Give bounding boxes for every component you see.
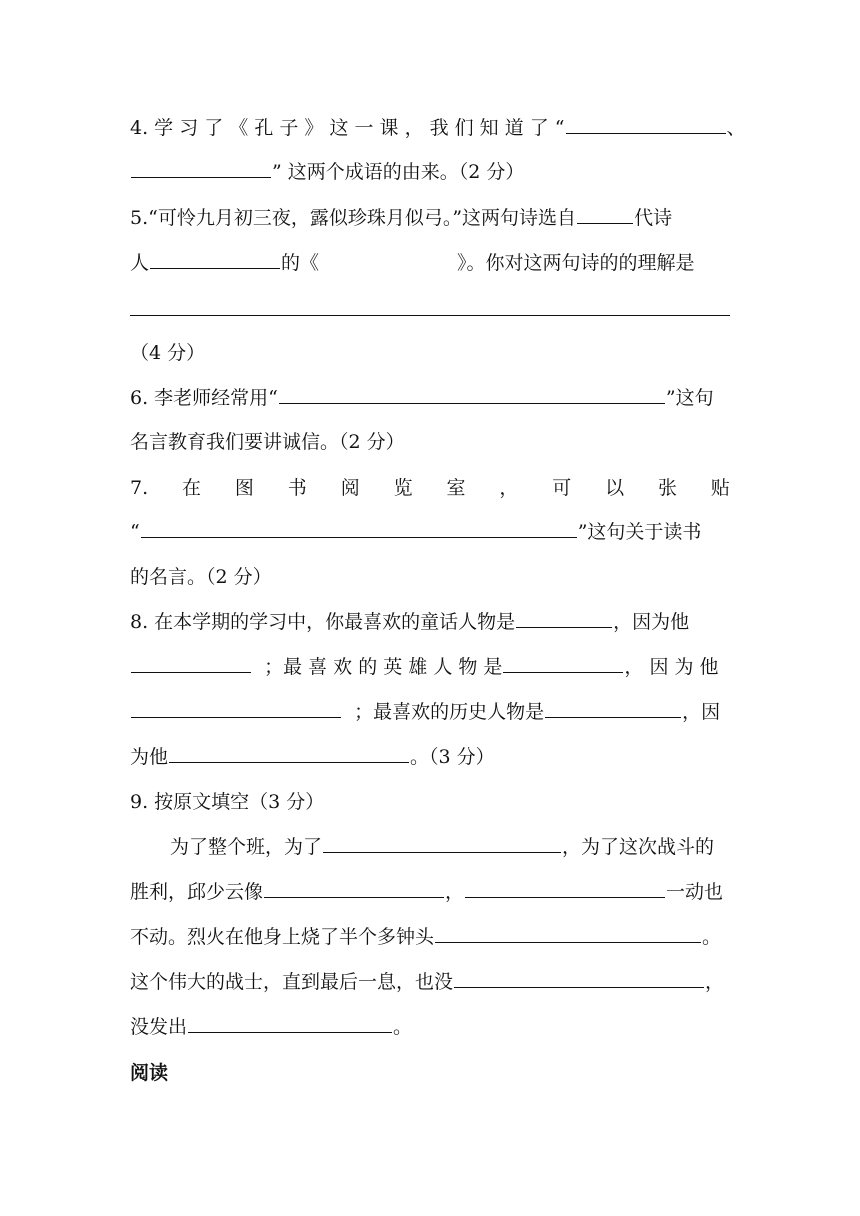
- q9-l2-end: 一动也: [666, 881, 724, 903]
- q5-l2-end: 》。你对这两句诗的的理解是: [457, 252, 695, 274]
- q4-blank-1[interactable]: [566, 115, 726, 134]
- q4-line-1: [130, 113, 746, 143]
- q5-text-end: 代诗: [634, 207, 673, 229]
- q8-l2-end: ， 因 为 他: [624, 656, 719, 678]
- q9-line-1: [170, 832, 730, 862]
- q8-blank-reason-3[interactable]: [169, 744, 409, 763]
- q9-blank-2[interactable]: [264, 879, 444, 898]
- q8-line-3: [130, 697, 730, 727]
- q7-word: 贴: [710, 477, 730, 499]
- q9-l2-mid: ，: [445, 881, 465, 903]
- q8-blank-fairy[interactable]: [516, 609, 612, 628]
- q7-word: 张: [658, 477, 678, 499]
- q5-l2-mid: 的《: [281, 252, 320, 274]
- q6-text: 名言教育我们要讲诚信。（2 分）: [130, 431, 405, 453]
- q7-line-1: [130, 473, 730, 503]
- q9-line-4: [130, 967, 730, 997]
- q9-blank-4[interactable]: [435, 924, 701, 943]
- q9-blank-5[interactable]: [454, 969, 704, 988]
- q4-blank-2[interactable]: [131, 159, 271, 178]
- q7-word: 可: [552, 477, 572, 499]
- q5-blank-dynasty[interactable]: [577, 205, 633, 224]
- q4-punct: 、: [726, 117, 746, 139]
- q6-line-2: [130, 427, 730, 457]
- q7-word: 阅: [340, 477, 360, 499]
- q7-word: 图: [234, 477, 254, 499]
- q6-line-1: [130, 383, 730, 413]
- section-heading: [130, 1058, 730, 1088]
- q8-l1-end: ，因为他: [613, 611, 690, 633]
- q9-l3-end: 。: [702, 926, 722, 948]
- q4-line-2: [130, 157, 730, 187]
- q9-l2-start: 胜利，邱少云像: [130, 881, 264, 903]
- q5-line-1: [130, 203, 730, 233]
- q9-blank-1[interactable]: [323, 834, 561, 853]
- q9-l4-end: ，: [705, 971, 725, 993]
- q5-blank-poet[interactable]: [150, 250, 280, 269]
- q9-line-3: [130, 922, 730, 952]
- q5-score: （4 分）: [130, 342, 206, 364]
- q8-start: 8. 在本学期的学习中，你最喜欢的童话人物是: [130, 611, 516, 633]
- q9-l5-end: 。: [393, 1016, 413, 1038]
- q8-line-1: [130, 607, 730, 637]
- q8-blank-history[interactable]: [545, 699, 681, 718]
- q9-line-2: [130, 877, 730, 907]
- q5-line-4: [130, 338, 730, 368]
- q7-word: 以: [605, 477, 625, 499]
- q9-title-text: 9. 按原文填空（3 分）: [130, 791, 325, 813]
- q7-word: ，: [499, 477, 519, 499]
- q7-score-text: 的名言。（2 分）: [130, 566, 272, 588]
- q9-line-5: [130, 1012, 730, 1042]
- q5-l2-start: 人: [130, 252, 150, 274]
- q7-line-2: [130, 517, 730, 547]
- q9-l5-start: 没发出: [130, 1016, 188, 1038]
- q8-l2-mid: ；最 喜 欢 的 英 雄 人 物 是: [264, 656, 503, 678]
- q7-line-3: [130, 562, 730, 592]
- q7-word: 书: [287, 477, 307, 499]
- q7-word: 7.: [130, 477, 149, 499]
- q7-end: ”这句关于读书: [577, 521, 702, 543]
- q7-blank[interactable]: [141, 519, 577, 538]
- q6-start: 6. 李老师经常用“: [130, 387, 278, 409]
- q8-line-4: [130, 742, 730, 772]
- q5-text: 5.“可怜九月初三夜，露似珍珠月似弓。”这两句诗选自: [130, 207, 577, 229]
- q8-blank-reason-1[interactable]: [131, 654, 251, 673]
- q7-open-quote: “: [130, 521, 140, 543]
- q9-l1-end: ，为了这次战斗的: [562, 836, 715, 858]
- q6-end: ”这句: [665, 387, 714, 409]
- q9-blank-6[interactable]: [188, 1014, 392, 1033]
- q8-l3-end: ，因: [682, 701, 721, 723]
- q4-score-text: ” 这两个成语的由来。（2 分）: [272, 161, 525, 183]
- q8-line-2: [130, 652, 730, 682]
- q7-word: 览: [393, 477, 413, 499]
- q8-score: 。（3 分）: [410, 746, 495, 768]
- q8-l3-mid: ；最喜欢的历史人物是: [354, 701, 545, 723]
- q9-l4-start: 这个伟大的战士，直到最后一息，也没: [130, 971, 454, 993]
- q8-blank-reason-2[interactable]: [131, 699, 341, 718]
- q7-word: 在: [182, 477, 202, 499]
- section-heading-text: 阅读: [130, 1062, 169, 1084]
- q4-text: 4. 学 习 了 《 孔 子 》 这 一 课 ， 我 们 知 道 了 “: [130, 117, 565, 139]
- q8-l4-start: 为他: [130, 746, 169, 768]
- q9-l1-start: 为了整个班，为了: [170, 836, 323, 858]
- q6-blank[interactable]: [279, 385, 665, 404]
- q9-l3-start: 不动。烈火在他身上烧了半个多钟头: [130, 926, 435, 948]
- q7-word: 室: [446, 477, 466, 499]
- q9-title: [130, 787, 730, 817]
- q8-blank-hero[interactable]: [503, 654, 623, 673]
- q9-blank-3[interactable]: [465, 879, 665, 898]
- q5-line-2: [130, 248, 730, 278]
- q5-answer-line[interactable]: [130, 315, 730, 316]
